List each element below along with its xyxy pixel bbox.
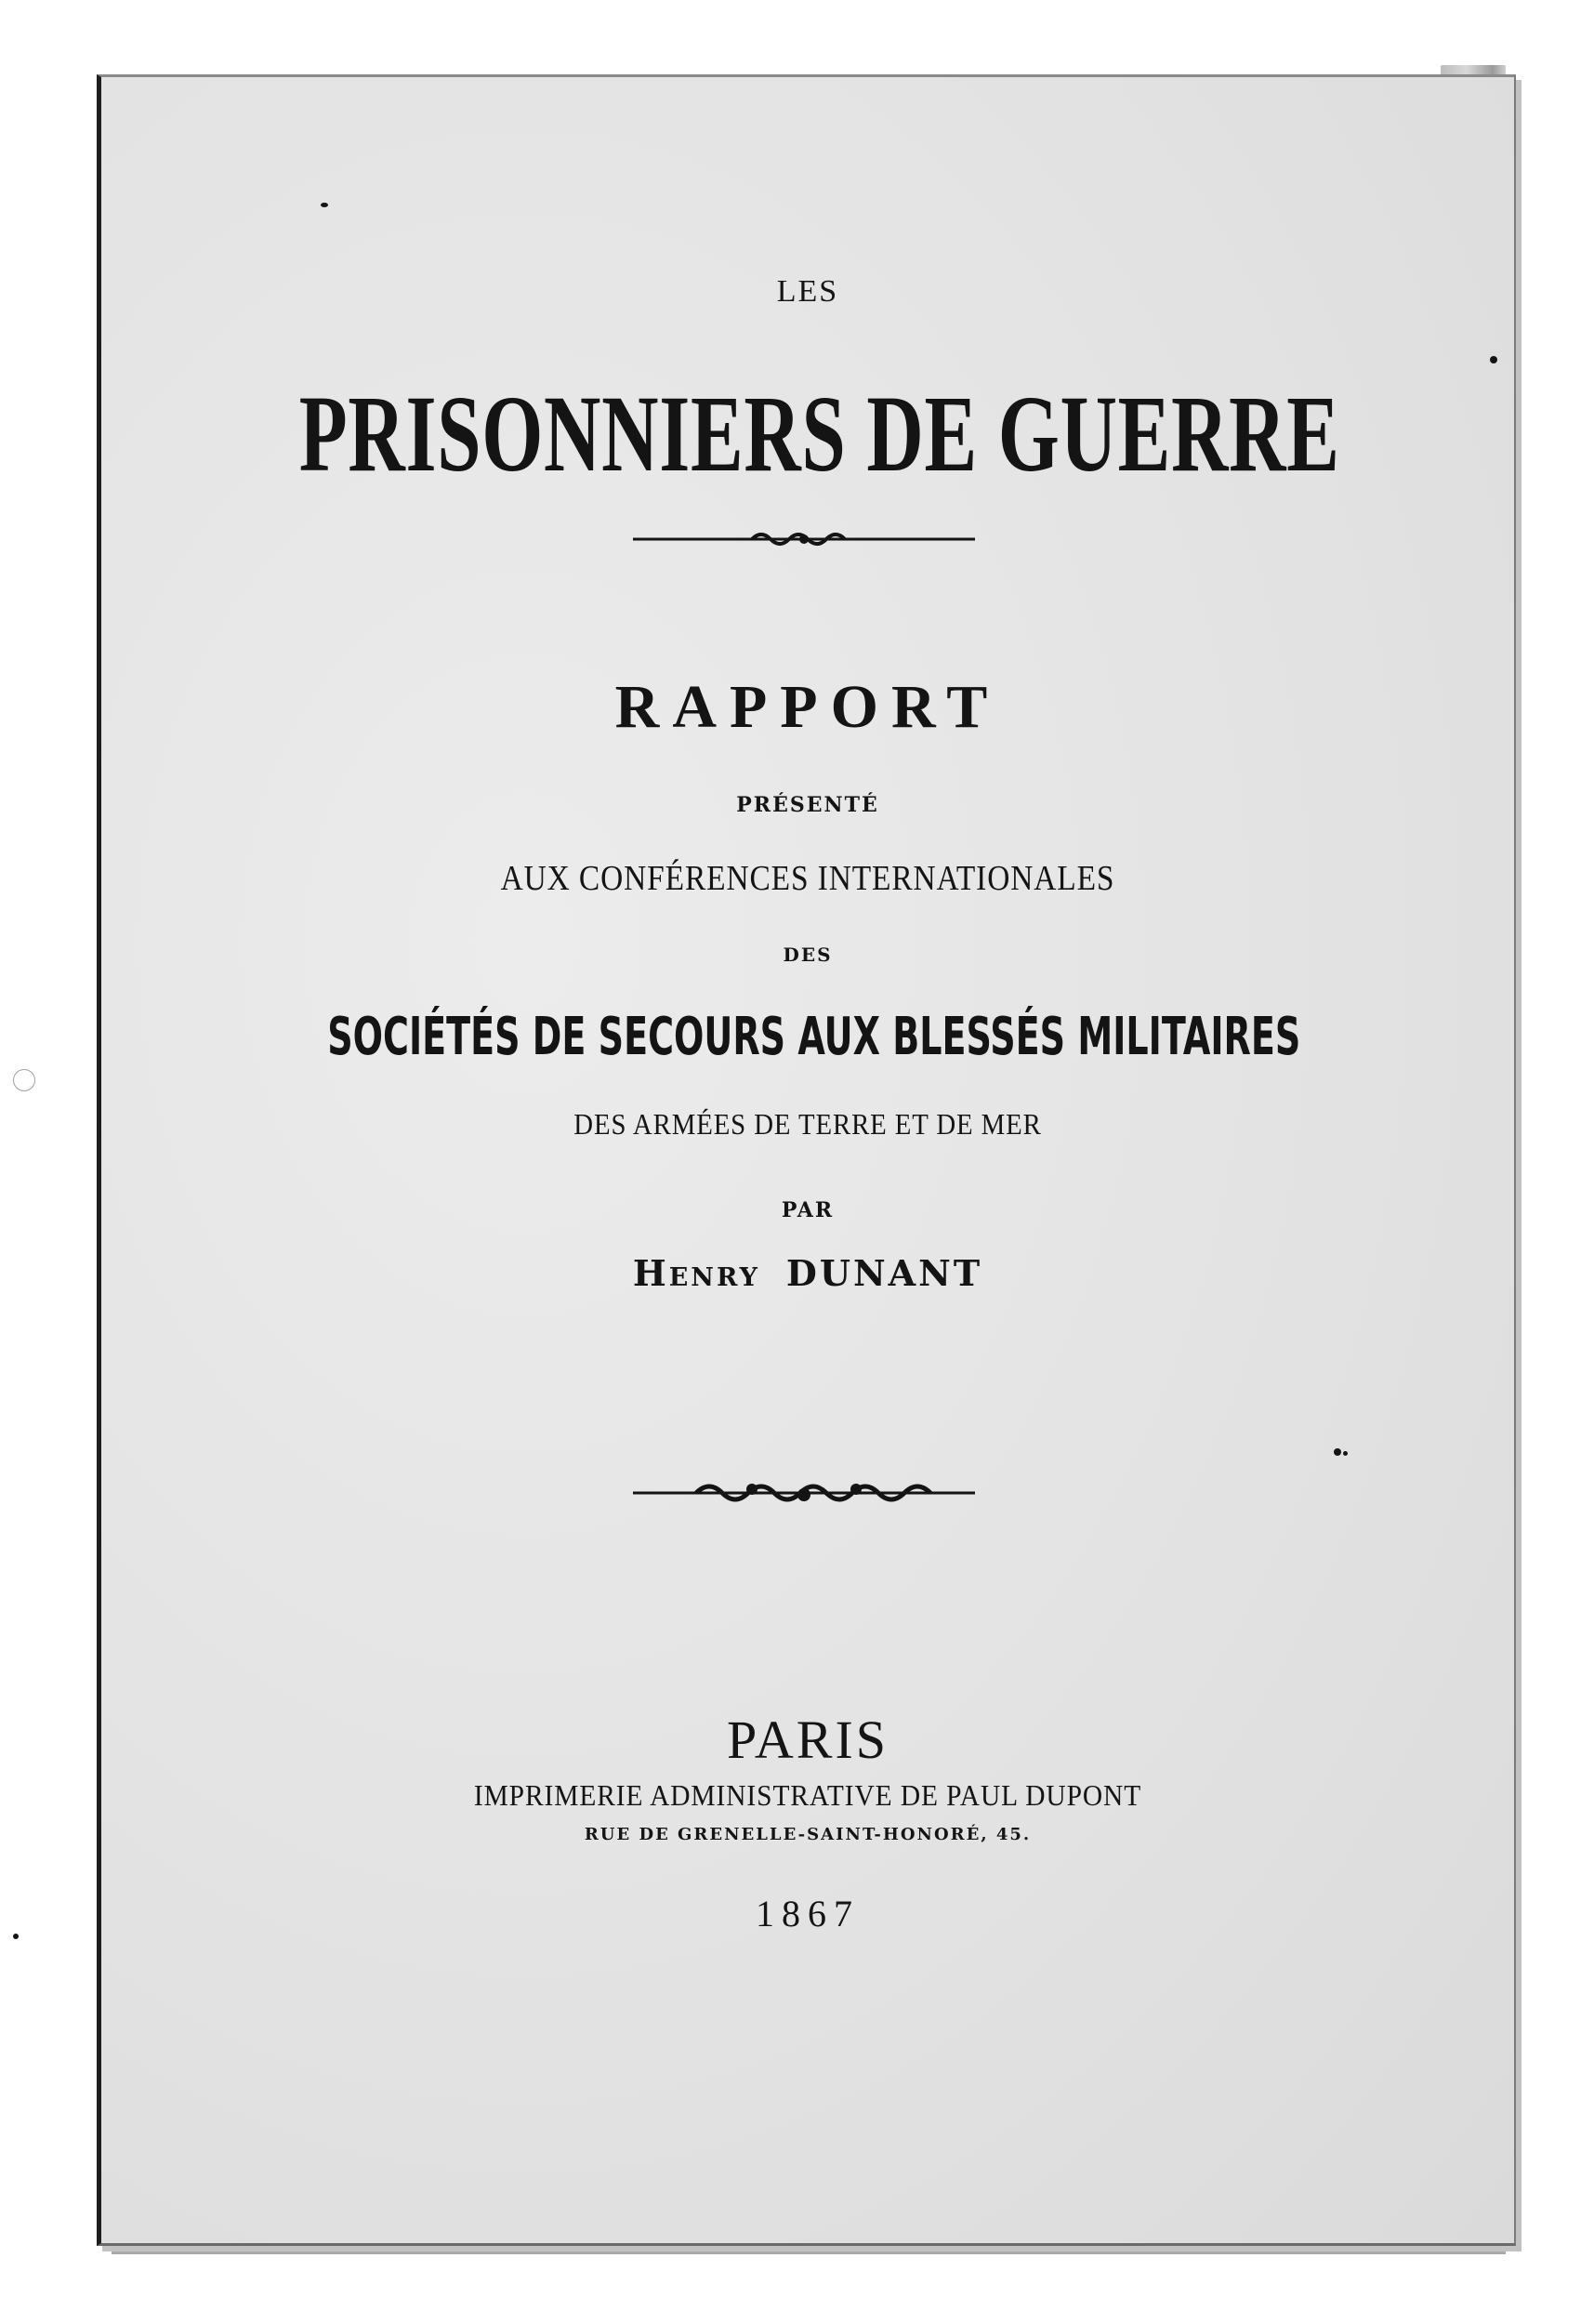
presented-label: PRÉSENTÉ <box>736 793 879 817</box>
author-divider-ornament <box>101 1476 1514 1510</box>
conferences-line: AUX CONFÉRENCES INTERNATIONALES <box>500 859 1115 898</box>
des-label: DES <box>783 944 833 966</box>
printer-name: IMPRIMERIE ADMINISTRATIVE DE PAUL DUPONT <box>473 1778 1142 1812</box>
publication-year: 1867 <box>756 1893 860 1934</box>
ink-speck <box>1343 1451 1348 1456</box>
title-divider-ornament <box>101 525 1514 553</box>
by-label: PAR <box>781 1198 835 1222</box>
printer-address: RUE DE GRENELLE-SAINT-HONORÉ, 45. <box>584 1825 1032 1844</box>
title-article: LES <box>776 274 839 309</box>
margin-ring-mark <box>13 1069 35 1091</box>
ink-speck <box>321 203 328 207</box>
ink-speck <box>1490 356 1497 363</box>
report-heading: RAPPORT <box>614 673 1001 741</box>
societies-heading: SOCIÉTÉS DE SECOURS AUX BLESSÉS MILITAIRES <box>327 1007 1301 1067</box>
author-first-name: Henry <box>632 1252 760 1294</box>
author-last-name: DUNANT <box>785 1252 983 1294</box>
armies-line: DES ARMÉES DE TERRE ET DE MER <box>573 1107 1042 1141</box>
publication-city: PARIS <box>726 1710 889 1770</box>
pamphlet-cover <box>97 74 1516 2246</box>
ink-speck <box>13 1934 19 1939</box>
author-name <box>101 1252 1514 1294</box>
main-title: PRISONNIERS DE GUERRE <box>298 373 1340 495</box>
ink-speck <box>1334 1448 1341 1456</box>
